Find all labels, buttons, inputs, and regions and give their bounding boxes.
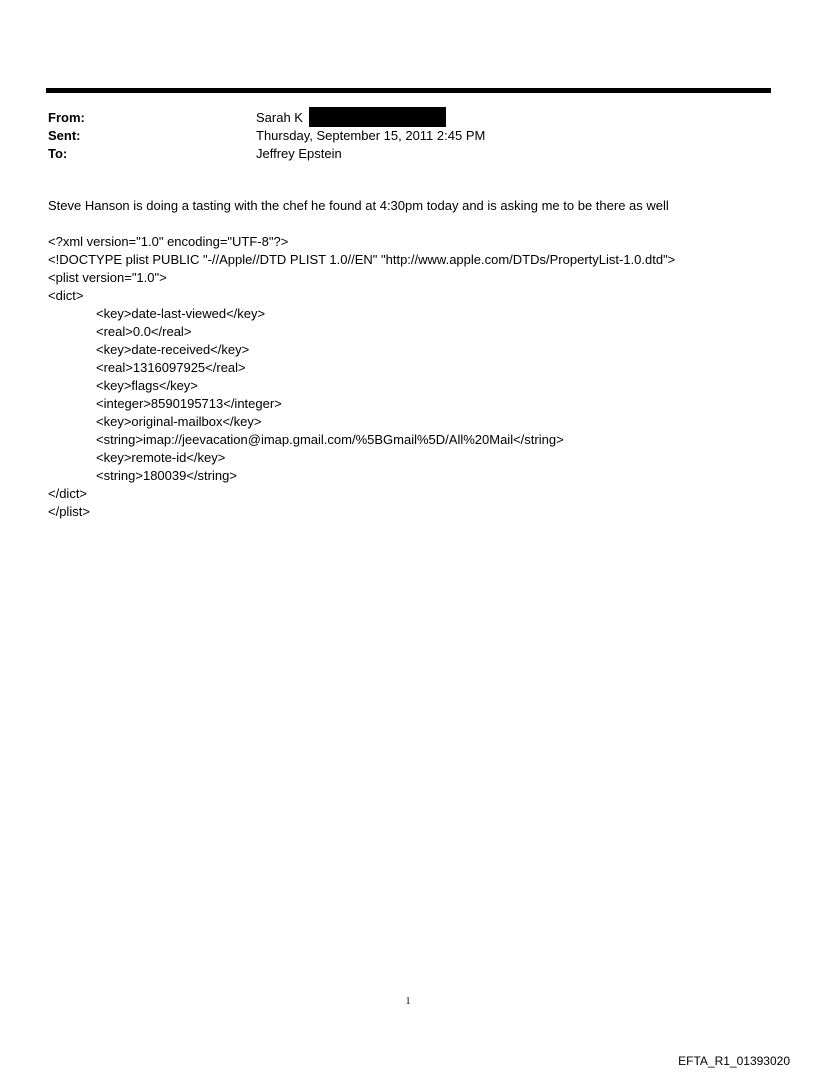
plist-line: <dict> [48,288,84,303]
redaction-box [309,107,446,127]
email-header [48,108,748,162]
plist-line: <real>0.0</real> [96,324,192,339]
from-row [48,108,748,126]
to-row [48,144,748,162]
document-id: EFTA_R1_01393020 [678,1054,790,1068]
plist-line: <string>180039</string> [96,468,237,483]
plist-line: </plist> [48,504,90,519]
plist-line: <?xml version="1.0" encoding="UTF-8"?> [48,234,289,249]
header-rule [46,88,771,93]
plist-line: </dict> [48,486,88,501]
to-value: Jeffrey Epstein [256,145,342,161]
plist-line: <plist version="1.0"> [48,270,167,285]
to-label: To: [48,145,68,161]
plist-line: <string>imap://jeevacation@imap.gmail.com/%5BGmail%5D/All%20Mail</string> [96,432,564,447]
plist-line: <key>remote-id</key> [96,450,226,465]
sent-row [48,126,748,144]
plist-line: <integer>8590195713</integer> [96,396,282,411]
plist-line: <key>date-received</key> [96,342,250,357]
plist-line: <key>flags</key> [96,378,198,393]
plist-line: <real>1316097925</real> [96,360,246,375]
from-value: Sarah K [256,109,303,125]
plist-line: <key>date-last-viewed</key> [96,306,266,321]
from-label: From: [48,109,85,125]
message-body: Steve Hanson is doing a tasting with the chef he found at 4:30pm today and is asking me to be there as well [48,198,669,213]
sent-value: Thursday, September 15, 2011 2:45 PM [256,127,486,143]
from-value-wrap [256,107,446,127]
plist-line: <!DOCTYPE plist PUBLIC "-//Apple//DTD PLIST 1.0//EN" "http://www.apple.com/DTDs/PropertyList-1.0.dtd"> [48,252,676,267]
sent-label: Sent: [48,127,81,143]
plist-block [48,233,675,521]
page-number: 1 [405,996,411,1007]
plist-line: <key>original-mailbox</key> [96,414,262,429]
